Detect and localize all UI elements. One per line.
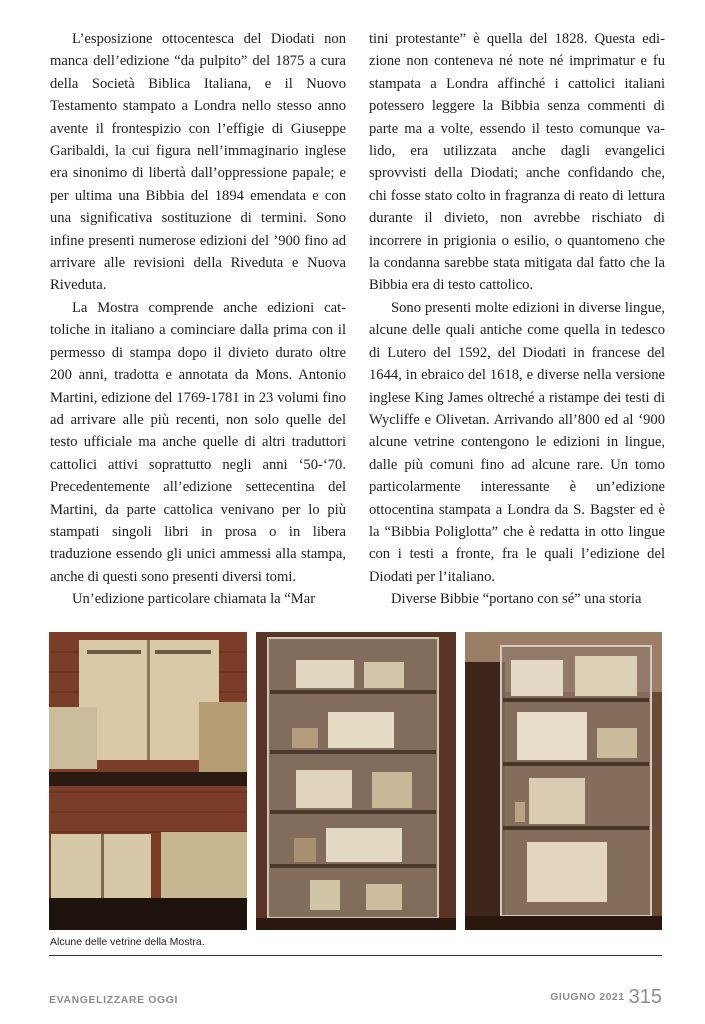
photo-strip <box>49 632 662 930</box>
paragraph: Diverse Bibbie “portano con sé” una storia <box>391 591 642 608</box>
exhibition-photo <box>49 632 247 930</box>
paragraph: Un’edizione particolare chiamata la “Mar <box>72 591 316 608</box>
photo-caption: Alcune delle vetrine della Mostra. <box>50 936 205 948</box>
magazine-name: EVANGELIZZARE OGGI <box>49 994 179 1006</box>
caption-divider <box>49 955 662 956</box>
page-number: 315 <box>628 986 662 1008</box>
paragraph: Sono presenti molte edizioni in diverse lingue, alcune delle quali antiche come quella in tedesco di Lutero del 1592, del Diodati in francese del 1644, in ebraico del 1618, e diverse nella versione inglese King James oltreché a ristampe dei testi di Wycliffe e Olivetan. Arrivando all’800 ed al ‘900 alcune vetrine contengono le edizioni in lingue, dalle più comuni fino ad alcune rare. Un tomo particolarmente interessante è un’edizione ottocentina stampata a Londra da S. Bagster ed è la “Bibbia Poliglotta” che è redatta in otto lingue con i testi a fronte, fra le quali l’edizione del Diodati per l’italiano. <box>369 299 665 585</box>
paragraph: L’esposizione ottocentesca del Diodati non manca dell’edizione “da pulpito” del 1875 a cura della Società Biblica Italiana, e il Nuovo Testamento stampato a Londra nello stesso anno avente il frontespizio con l’effigie di Giuseppe Garibaldi, la cui figura nell’immaginario inglese era sinonimo di libertà dall’oppressione papale; e per ultima una Bibbia del 1894 emendata e con una significativa sostituzione di termini. Sono infine presenti numerose edizioni del ’900 fino ad arrivare alle revisioni della Riveduta e Nuova Riveduta. <box>50 31 346 294</box>
paragraph: tini protestante” è quella del 1828. Questa edizione non conteneva né note né imprimatur e fu stampata a Londra affinché i cattolici italiani potessero leggere la Bibbia senza commenti di parte ma a volte, essendo il testo comunque valido, era utilizzata anche dagli evangelici sprovvisti della Diodati; anche confidando che, chi fosse stato colto in fragranza di reato di lettura durante il divieto, non avrebbe rischiato di incorrere in prigionia o esilio, o quantomeno che la condanna sarebbe stata mitigata dal fatto che la Bibbia era di testo cattolico. <box>369 31 665 294</box>
paragraph: La Mostra comprende anche edizioni cattoliche in italiano a cominciare dalla prima con il permesso di stampa dopo il divieto durato oltre 200 anni, tradotta e annotata da Mons. Antonio Martini, edizione del 1769-1781 in 23 volumi fino ad arrivare alle più recenti, non solo quelle del testo ufficiale ma anche quelle di altri traduttori cattolici attivi soprattutto negli anni ‘50-‘70. Precedentemente all’edizione settecentina del Martini, da parte cattolica venivano per lo più stampati singoli libri in prosa o in libera traduzione essendo gli unici ammessi alla stampa, anche di questi sono presenti diversi tomi. <box>50 299 346 585</box>
exhibition-photo <box>465 632 662 930</box>
article-column-left <box>50 28 346 611</box>
issue-date: GIUGNO 2021 <box>550 991 625 1003</box>
exhibition-photo <box>256 632 456 930</box>
article-column-right <box>369 28 665 611</box>
page-footer <box>550 986 662 1009</box>
